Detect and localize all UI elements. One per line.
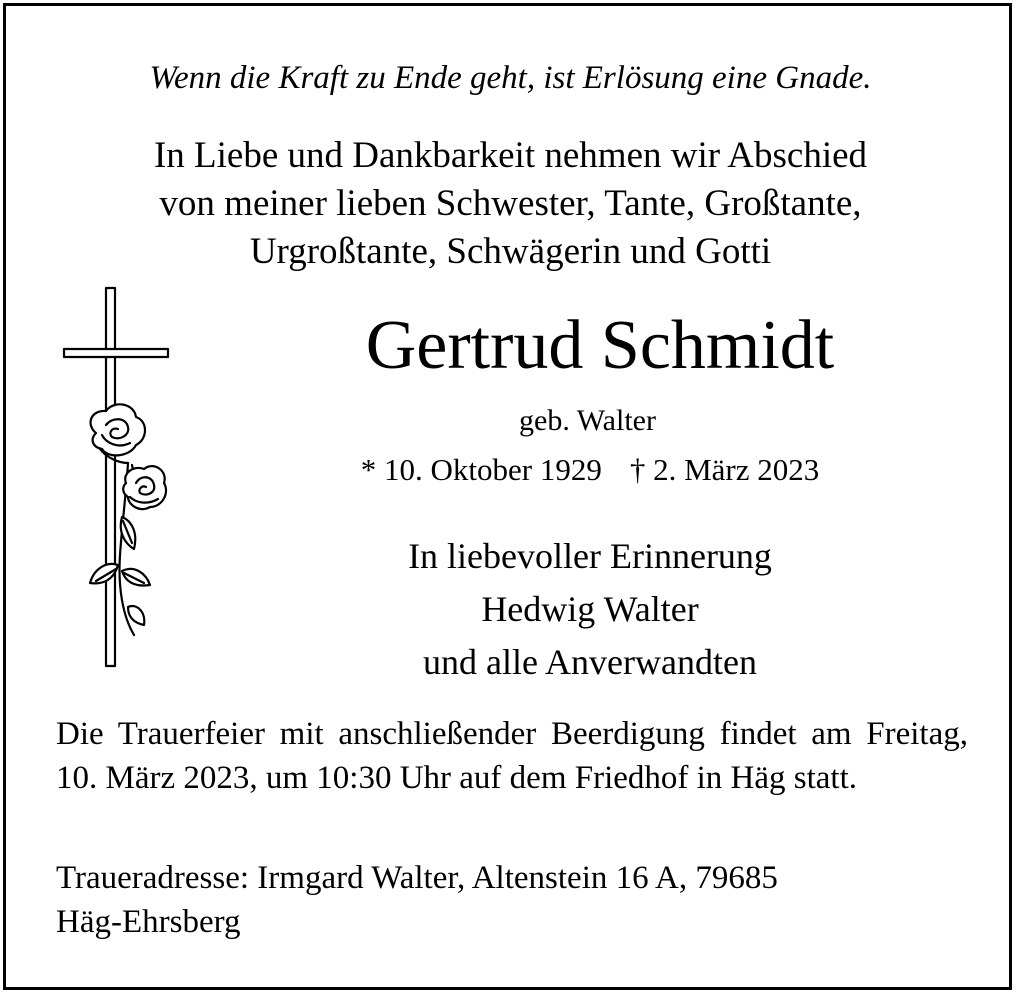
life-dates [290, 448, 890, 492]
birth-name: geb. Walter [519, 404, 656, 437]
intro-line: Urgroßtante, Schwägerin und Gotti [249, 231, 772, 272]
deceased-name: Gertrud Schmidt [365, 307, 835, 384]
cross-with-roses-icon [56, 285, 186, 675]
mourners-line: Hedwig Walter [481, 589, 699, 629]
funeral-text: Die Trauerfeier mit anschließender Beerdigung findet am Freitag, 10. März 2023, um 10:30 Uhr auf dem Friedhof in Häg statt. [56, 716, 968, 796]
birth-date: * 10. Oktober 1929 [360, 452, 602, 487]
intro-text [0, 132, 1021, 276]
mourners-line: In liebevoller Erinnerung [408, 536, 772, 576]
death-date: † 2. März 2023 [629, 452, 820, 487]
address-line: Häg-Ehrsberg [56, 904, 241, 940]
intro-line: von meiner lieben Schwester, Tante, Großtante, [159, 183, 862, 224]
mourners [290, 530, 890, 689]
address-line: Traueradresse: Irmgard Walter, Altenstein 16 A, 79685 [56, 860, 778, 896]
mourning-address [56, 856, 968, 944]
mourners-line: und alle Anverwandten [423, 642, 757, 682]
motto: Wenn die Kraft zu Ende geht, ist Erlösung eine Gnade. [149, 60, 872, 96]
intro-line: In Liebe und Dankbarkeit nehmen wir Abschied [153, 135, 868, 176]
funeral-notice [56, 712, 968, 800]
